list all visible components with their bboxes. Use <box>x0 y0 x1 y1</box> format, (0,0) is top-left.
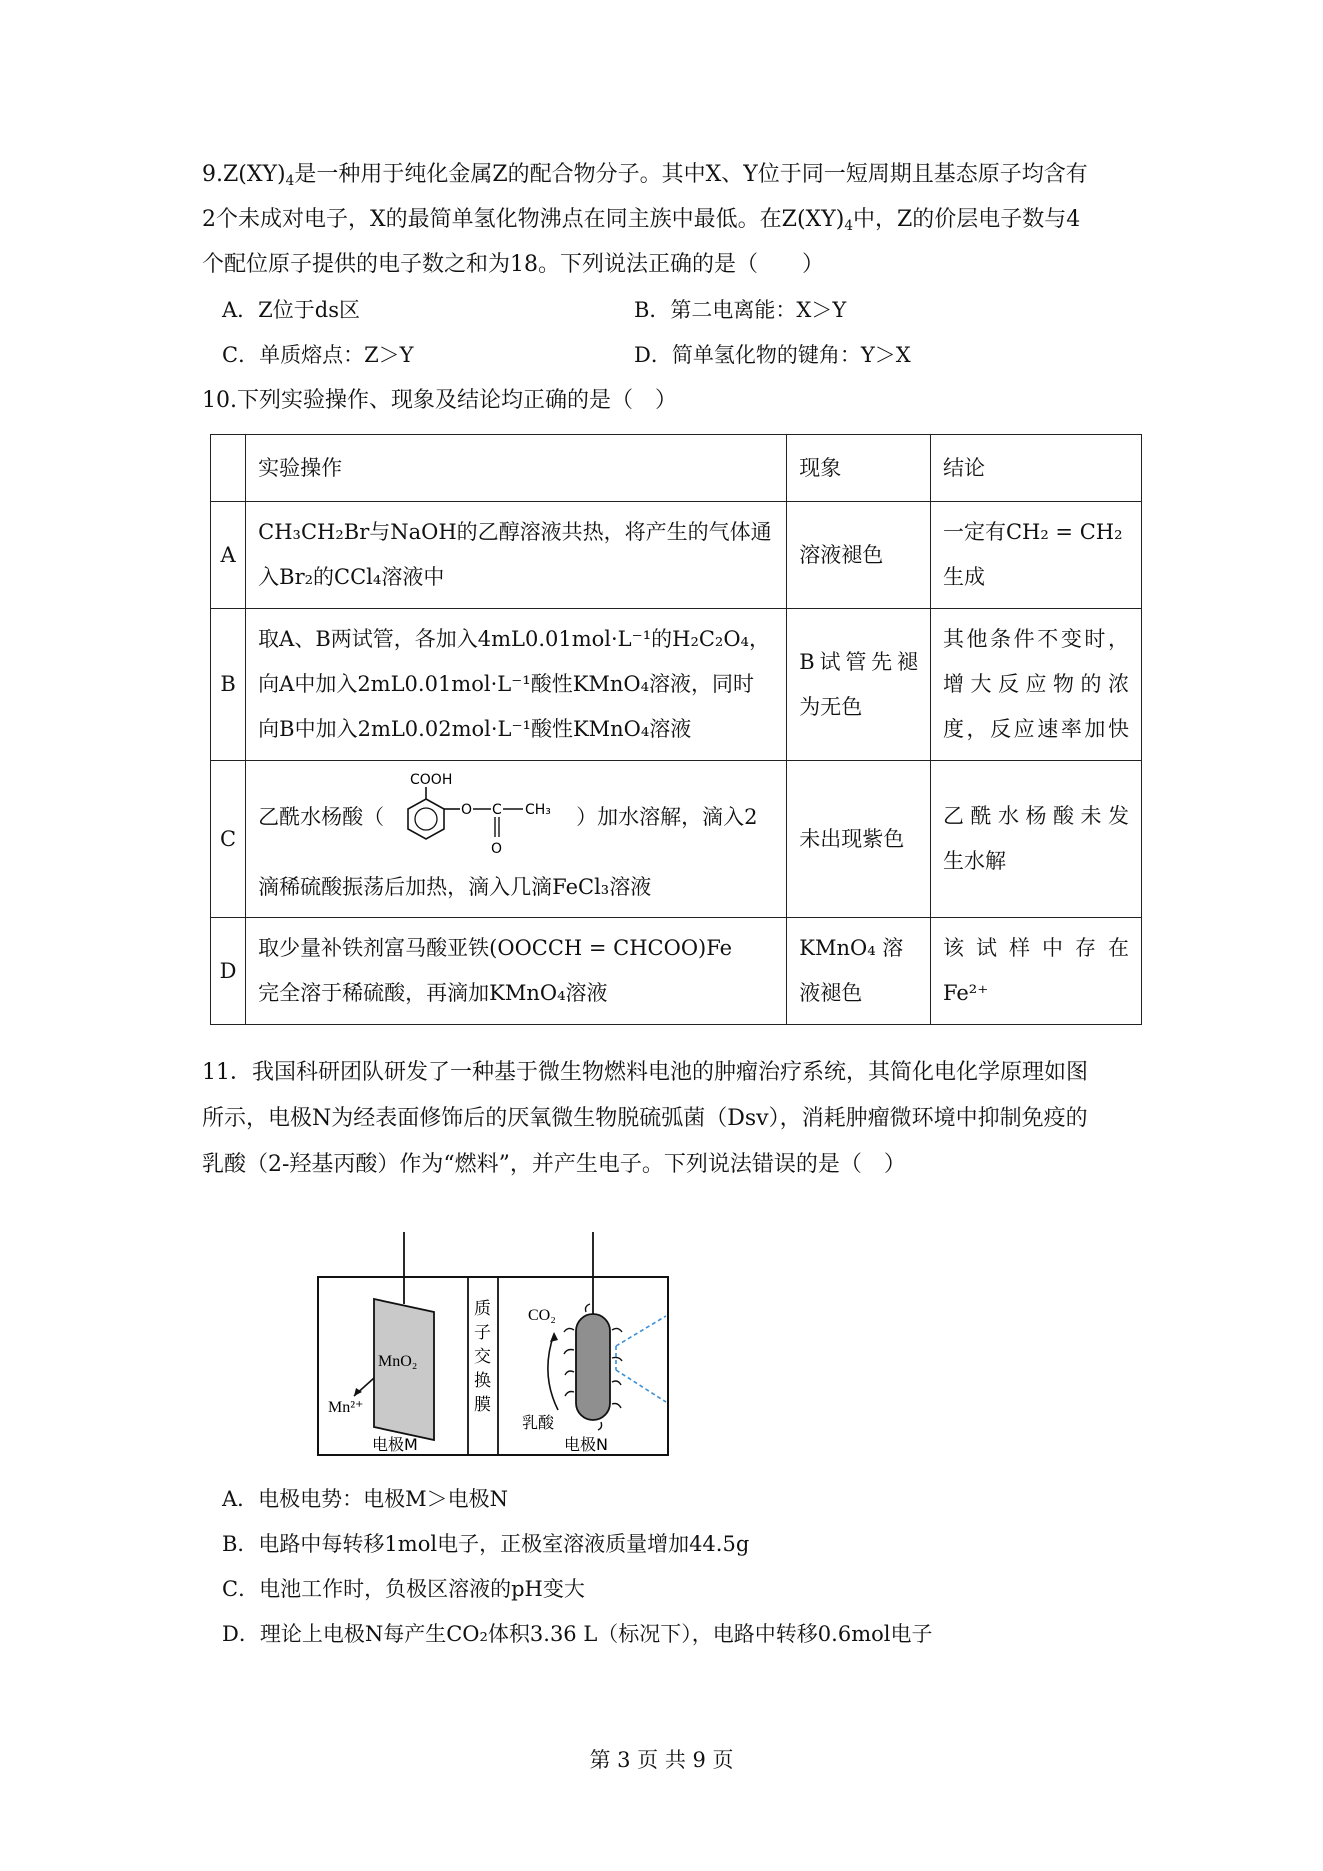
row-operation: 取少量补铁剂富马酸亚铁(OOCCH = CHCOO)Fe 完全溶于稀硫酸，再滴加KMnO₄溶液 <box>246 918 787 1025</box>
mno2-label: MnO₂ <box>378 1353 418 1370</box>
row-phenomenon: 溶液褪色 <box>787 502 931 609</box>
membrane-char: 膜 <box>474 1395 491 1415</box>
membrane-char: 交 <box>474 1347 491 1367</box>
header-conclusion: 结论 <box>930 435 1141 502</box>
cooh-label: COOH <box>410 772 453 788</box>
q9-option-b: B．第二电离能：X＞Y <box>634 298 847 322</box>
row-key: D <box>211 918 246 1025</box>
row-phenomenon: 未出现紫色 <box>787 761 931 918</box>
electrode-n-bacterium <box>576 1314 610 1420</box>
row-key: B <box>211 609 246 761</box>
row-operation: CH₃CH₂Br与NaOH的乙醇溶液共热，将产生的气体通 入Br₂的CCl₄溶液中 <box>246 502 787 609</box>
table-row <box>211 761 1142 918</box>
q9-option-a: A．Z位于ds区 <box>222 298 360 322</box>
table-row <box>211 609 1142 761</box>
mn2-label: Mn²⁺ <box>328 1399 364 1416</box>
q9-stem-line-3: 个配位原子提供的电子数之和为18。下列说法正确的是（ ） <box>202 252 824 277</box>
row-phenomenon: KMnO₄ 溶 液褪色 <box>787 918 931 1025</box>
co2-label: CO₂ <box>528 1307 556 1324</box>
page-footer: 第 3 页 共 9 页 <box>589 1748 734 1772</box>
electrode-m-label: 电极M <box>372 1435 418 1454</box>
acetylsalicylic-acid-structure <box>386 769 574 865</box>
header-key-cell <box>211 435 246 502</box>
fuel-cell-diagram <box>316 1232 672 1458</box>
q11-option-c: C．电池工作时，负极区溶液的pH变大 <box>222 1577 585 1601</box>
table-row <box>211 918 1142 1025</box>
membrane-char: 质 <box>474 1299 491 1319</box>
q11-option-a: A．电极电势：电极M＞电极N <box>222 1487 509 1511</box>
carbonyl-c-label: C <box>492 802 502 818</box>
row-key: C <box>211 761 246 918</box>
q11-option-d: D．理论上电极N每产生CO₂体积3.36 L（标况下），电路中转移0.6mol电子 <box>222 1622 933 1646</box>
ester-o-label: O <box>461 802 473 818</box>
row-operation: 乙酰水杨酸（ COOH O C CH₃ O ）加水溶解，滴入2 滴稀硫酸振荡后加热，滴入几滴FeCl₃溶液 <box>246 761 787 918</box>
table-header-row <box>211 435 1142 502</box>
q9-stem-line-1: $9.Z(XY)_4$是一种用于纯化金属Z的配合物分子。其中X、Y位于同一短周期且基态原子均含有 <box>202 162 1088 190</box>
membrane-char: 子 <box>474 1323 491 1343</box>
q11-stem-line-2: 所示，电极N为经表面修饰后的厌氧微生物脱硫弧菌（Dsv），消耗肿瘤微环境中抑制免疫的 <box>202 1106 1088 1131</box>
row-conclusion: 其他条件不变时， 增大反应物的浓 度，反应速率加快 <box>930 609 1141 761</box>
q10-stem: 10.下列实验操作、现象及结论均正确的是（ ） <box>202 388 677 413</box>
q11-stem-line-1: 11．我国科研团队研发了一种基于微生物燃料电池的肿瘤治疗系统，其简化电化学原理如图 <box>202 1060 1088 1085</box>
row-conclusion: 该试样中存在 Fe²⁺ <box>930 918 1141 1025</box>
header-phenomenon: 现象 <box>787 435 931 502</box>
row-key: A <box>211 502 246 609</box>
q9-option-d: D．简单氢化物的键角：Y＞X <box>634 343 911 367</box>
electrode-n-label: 电极N <box>564 1435 608 1454</box>
row-conclusion: 乙酰水杨酸未发 生水解 <box>930 761 1141 918</box>
q11-option-b: B．电路中每转移1mol电子，正极室溶液质量增加44.5g <box>222 1532 750 1556</box>
q9-option-c: C．单质熔点：Z＞Y <box>222 343 414 367</box>
membrane-char: 换 <box>474 1371 491 1391</box>
q11-stem-line-3: 乳酸（2-羟基丙酸）作为“燃料”，并产生电子。下列说法错误的是（ ） <box>202 1152 906 1177</box>
row-operation: 取A、B两试管，各加入4mL0.01mol·L⁻¹的H₂C₂O₄， 向A中加入2mL0.01mol·L⁻¹酸性KMnO₄溶液，同时 向B中加入2mL0.02mol·L⁻¹酸性KMnO₄溶液 <box>246 609 787 761</box>
table-row <box>211 502 1142 609</box>
row-phenomenon: B试管先褪 为无色 <box>787 609 931 761</box>
experiment-table <box>210 434 1142 1025</box>
q9-stem-line-2: 2个未成对电子，X的最简单氢化物沸点在同主族中最低。在$Z(XY)_4$中，Z的价层电子数与4 <box>202 207 1081 235</box>
row-conclusion: 一定有CH₂ = CH₂ 生成 <box>930 502 1141 609</box>
lactic-acid-label: 乳酸 <box>522 1413 555 1432</box>
methyl-label: CH₃ <box>525 802 552 818</box>
carbonyl-o-label: O <box>491 841 503 857</box>
header-operation: 实验操作 <box>246 435 787 502</box>
